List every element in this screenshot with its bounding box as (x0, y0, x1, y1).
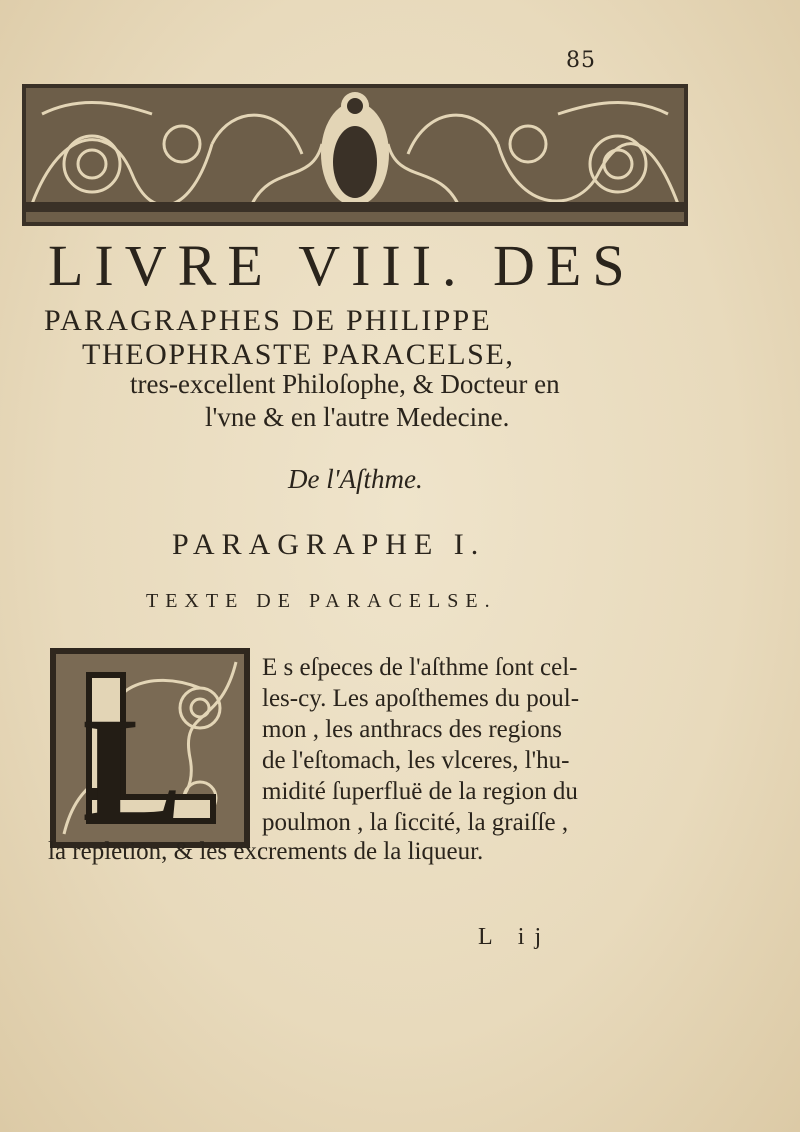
body-line: les-cy. Les apoſthemes du poul- (262, 685, 580, 712)
book-subtitle-line-4: l'vne & en l'autre Medecine. (205, 402, 510, 432)
book-subtitle-line-3: tres-excellent Philoſophe, & Docteur en (130, 369, 560, 399)
section-title: De l'Aſthme. (288, 464, 423, 494)
ornamental-headpiece (22, 84, 688, 226)
body-line: midité ſuperfluë de la region du (262, 778, 578, 805)
body-paragraph (262, 652, 642, 838)
dropcap-letter: L (82, 687, 183, 848)
ornamental-dropcap (50, 648, 250, 848)
book-subtitle-line-1: PARAGRAPHES DE PHILIPPE (44, 304, 492, 337)
book-title: LIVRE VIII. DES (48, 233, 636, 298)
signature-mark: L ij (478, 924, 552, 950)
body-line: E s eſpeces de l'aſthme ſont cel- (262, 654, 578, 681)
paragraph-heading: PARAGRAPHE I. (172, 528, 486, 561)
body-line: mon , les anthracs des regions (262, 716, 562, 743)
body-line: de l'eſtomach, les vlceres, l'hu- (262, 747, 570, 774)
book-subtitle-line-2: THEOPHRASTE PARACELSE, (82, 338, 515, 371)
texte-heading: TEXTE DE PARACELSE. (146, 590, 497, 612)
body-line: poulmon , la ſiccité, la graiſſe , (262, 809, 569, 836)
body-last-line: la repletion, & les excrements de la liqueur. (48, 838, 484, 865)
page-number: 85 (566, 48, 596, 73)
